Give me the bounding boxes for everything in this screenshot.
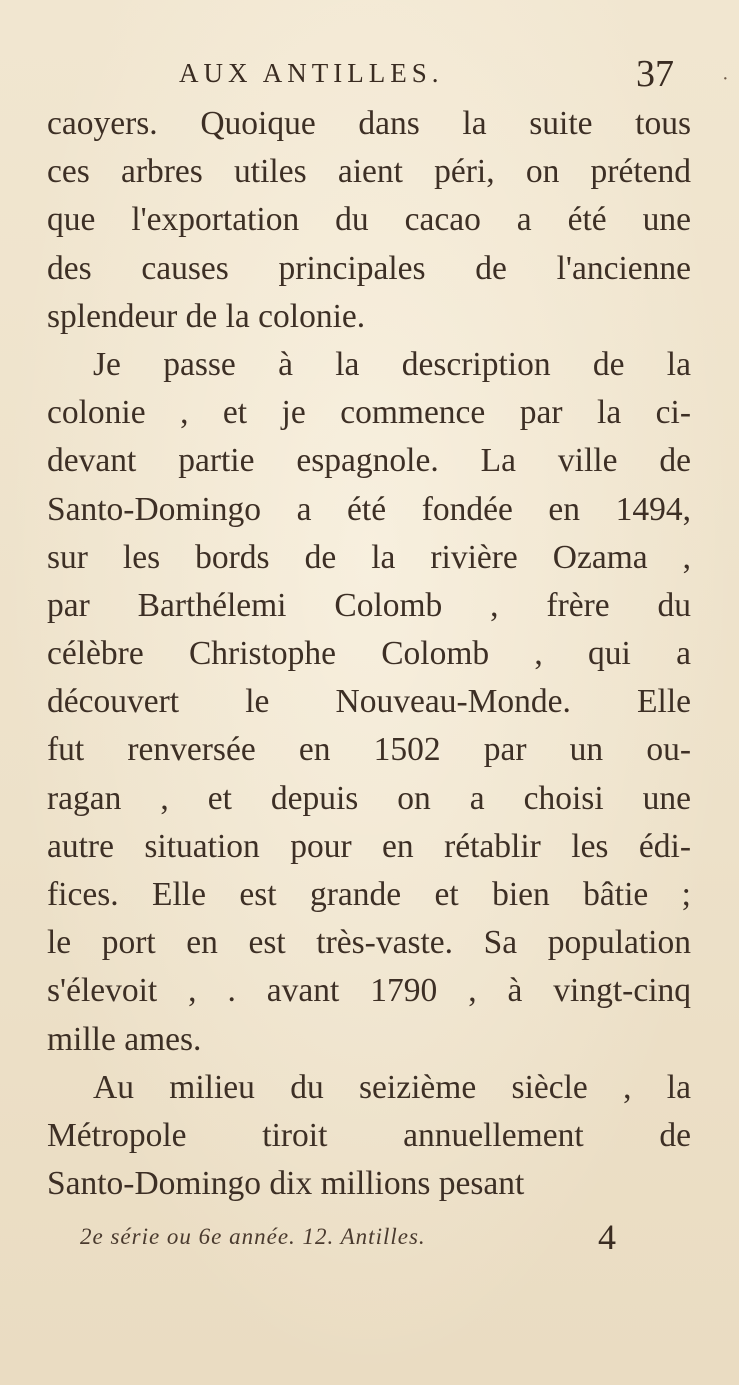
text-line: célèbre Christophe Colomb , qui a <box>47 635 691 673</box>
text-line: fices. Elle est grande et bien bâtie ; <box>47 876 691 913</box>
text-line: s'élevoit , . avant 1790 , à vingt-cinq <box>47 972 691 1010</box>
running-title: AUX ANTILLES. <box>179 58 444 88</box>
text-line: découvert le Nouveau-Monde. Elle <box>47 683 691 721</box>
body-text <box>47 100 691 1208</box>
text-line: splendeur de la colonie. <box>47 297 366 335</box>
text-line: mille ames. <box>47 1020 202 1058</box>
text-line: Santo-Domingo a été fondée en 1494, <box>47 490 691 528</box>
text-line: ragan , et depuis on a choisi une <box>47 779 691 817</box>
text-line: que l'exportation du cacao a été une <box>47 201 691 239</box>
paragraph <box>47 100 691 341</box>
text-line: le port en est très-vaste. Sa population <box>47 924 691 962</box>
paragraph <box>47 341 691 1064</box>
paragraph <box>47 1064 691 1209</box>
text-line: ces arbres utiles aient péri, on prétend <box>47 153 691 191</box>
page-number: 37 <box>636 53 674 95</box>
text-line: autre situation pour en rétablir les édi- <box>47 827 691 865</box>
text-line: Santo-Domingo dix millions pesant <box>47 1165 525 1203</box>
text-line: devant partie espagnole. La ville de <box>47 442 691 480</box>
header-dot: · <box>722 68 729 90</box>
text-line: colonie , et je commence par la ci- <box>47 394 691 432</box>
page-header <box>0 50 739 100</box>
text-line: Métropole tiroit annuellement de <box>47 1116 691 1154</box>
signature-mark: 4 <box>598 1217 616 1257</box>
text-line: caoyers. Quoique dans la suite tous <box>47 105 691 142</box>
page-footer <box>0 1217 739 1270</box>
printer-signature: 2e série ou 6e année. 12. Antilles. <box>80 1224 426 1249</box>
text-line: des causes principales de l'ancienne <box>47 249 691 287</box>
text-line: Je passe à la description de la <box>93 345 691 383</box>
text-line: par Barthélemi Colomb , frère du <box>47 586 691 624</box>
text-line: sur les bords de la rivière Ozama , <box>47 538 691 576</box>
text-line: Au milieu du seizième siècle , la <box>93 1068 691 1106</box>
text-line: fut renversée en 1502 par un ou- <box>47 731 691 769</box>
